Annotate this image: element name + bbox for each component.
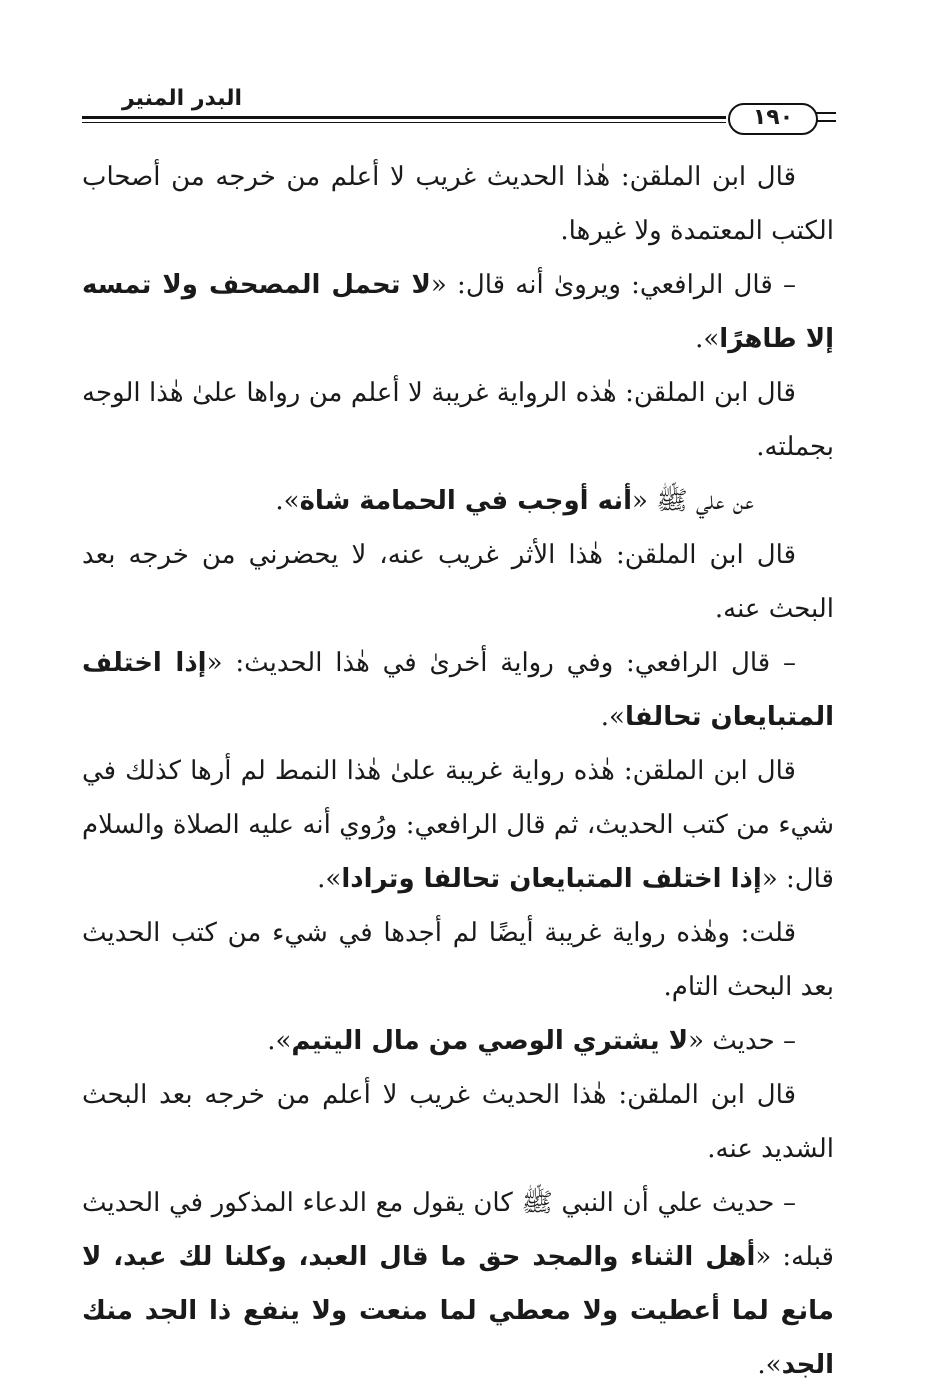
page-number-ornament-top [816, 112, 836, 114]
paragraph [82, 636, 834, 744]
paragraph [82, 1176, 834, 1392]
quoted-hadith-text: لا يشتري الوصي من مال اليتيم [291, 1026, 689, 1056]
quoted-hadith-text: إذا اختلف المتبايعان تحالفا [82, 648, 834, 732]
paragraph [82, 366, 834, 474]
quoted-hadith-text: أنه أوجب في الحمامة شاة [299, 486, 633, 516]
paragraph-text: ». [757, 1350, 782, 1380]
paragraph-text: ». [275, 486, 300, 516]
paragraph-text: قال ابن الملقن: هٰذا الحديث غريب لا أعلم من خرجه بعد البحث الشديد عنه. [82, 1080, 834, 1164]
running-title: البدر المنير [122, 86, 243, 111]
paragraph [82, 528, 834, 636]
paragraph [82, 906, 834, 1014]
paragraph-text: – حديث علي أن النبي ﷺ كان يقول مع الدعاء المذكور في الحديث قبله: « [82, 1188, 834, 1272]
paragraph-text: قال ابن الملقن: هٰذه الرواية غريبة لا أعلم من رواها علىٰ هٰذا الوجه بجملته. [82, 378, 834, 462]
paragraph-text: – قال الرافعي: وفي رواية أخرىٰ في هٰذا الحديث: « [206, 648, 797, 678]
paragraph [82, 744, 834, 906]
quoted-hadith-text: إذا اختلف المتبايعان تحالفا وترادا [341, 864, 762, 894]
page-header [82, 76, 836, 136]
quoted-hadith-text: لا تحمل المصحف ولا تمسه إلا طاهرًا [82, 270, 834, 354]
paragraph [82, 258, 834, 366]
paragraph [82, 150, 834, 258]
paragraph-text: ». [600, 702, 625, 732]
paragraph-text: ». [695, 324, 720, 354]
paragraph-text: عن علي ﷺ « [632, 486, 754, 516]
page-number-ornament-bottom [816, 120, 836, 122]
paragraph-text: ». [267, 1026, 292, 1056]
paragraph [82, 474, 834, 528]
paragraph-text: ». [317, 864, 342, 894]
quoted-hadith-text: أهل الثناء والمجد حق ما قال العبد، وكلنا لك عبد، لا مانع لما أعطيت ولا معطي لما منعت ولا ينفع ذا الجد منك الجد [82, 1242, 834, 1380]
paragraph-text: – حديث « [688, 1026, 796, 1056]
page-number: ١٩٠ [728, 103, 818, 135]
paragraph-text: قال ابن الملقن: هٰذا الأثر غريب عنه، لا يحضرني من خرجه بعد البحث عنه. [82, 540, 834, 624]
header-rule-thin [82, 122, 726, 123]
paragraph [82, 1068, 834, 1176]
text-body [82, 150, 834, 1392]
paragraph-text: قال ابن الملقن: هٰذا الحديث غريب لا أعلم من خرجه من أصحاب الكتب المعتمدة ولا غيرها. [82, 162, 834, 246]
paragraph-text: قال ابن الملقن: هٰذه رواية غريبة علىٰ هٰذا النمط لم أرها كذلك في شيء من كتب الحديث، ثم قال الرافعي: ورُوي أنه عليه الصلاة والسلام قال: « [82, 756, 834, 894]
paragraph-text: – قال الرافعي: ويروىٰ أنه قال: « [430, 270, 796, 300]
paragraph [82, 1014, 834, 1068]
header-rule-thick [82, 116, 726, 119]
paragraph-text: قلت: وهٰذه رواية غريبة أيضًا لم أجدها في شيء من كتب الحديث بعد البحث التام. [82, 918, 834, 1002]
